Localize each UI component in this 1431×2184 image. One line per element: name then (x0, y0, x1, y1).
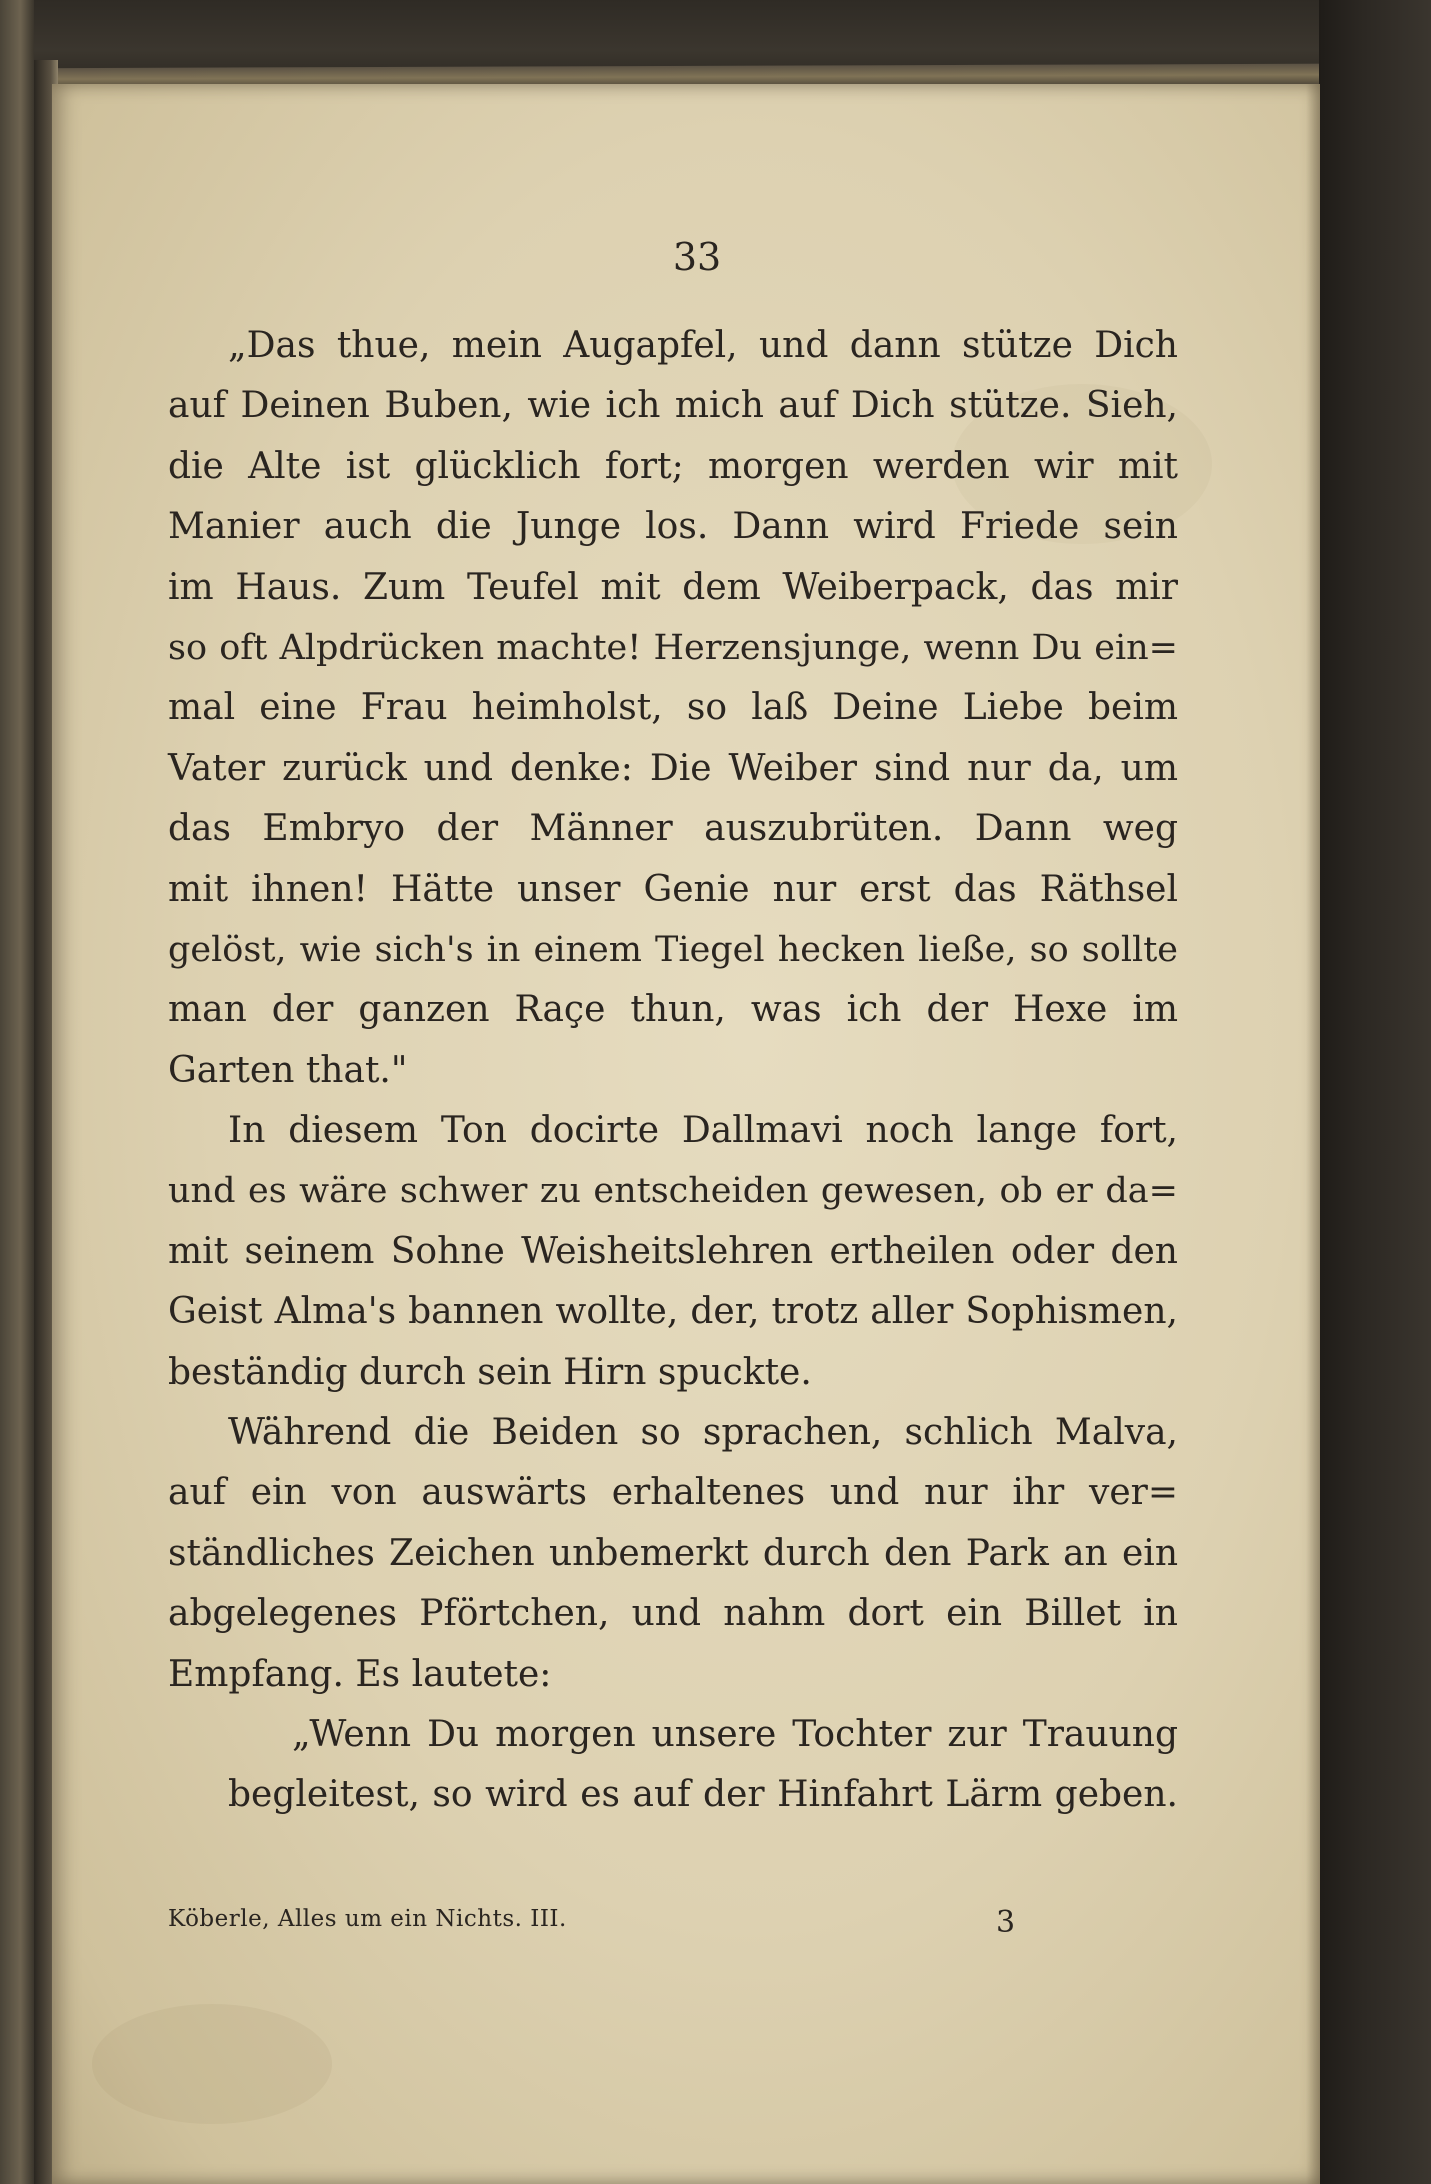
text-line: Geist Alma's bannen wollte, der, trotz aller Sophismen, (168, 1291, 1178, 1333)
text-line: im Haus. Zum Teufel mit dem Weiberpack, das mir (168, 566, 1178, 608)
page-number: 33 (672, 235, 722, 279)
page-footer (168, 1899, 1178, 1939)
text-line: Garten that." (168, 1049, 408, 1091)
body-text (168, 316, 1178, 1826)
text-line: Empfang. Es lautete: (168, 1653, 552, 1695)
text-line: mal eine Frau heimholst, so laß Deine Liebe beim (168, 687, 1178, 729)
text-line: Während die Beiden so sprachen, schlich Malva, (228, 1412, 1178, 1454)
text-line: auf Deinen Buben, wie ich mich auf Dich stütze. Sieh, (168, 385, 1178, 427)
text-line: man der ganzen Raçe thun, was ich der Hexe im (168, 989, 1178, 1031)
book-page (52, 84, 1320, 2184)
signature-mark: 3 (996, 1905, 1016, 1940)
text-line: In diesem Ton docirte Dallmavi noch lange fort, (228, 1110, 1178, 1152)
text-line: und es wäre schwer zu entscheiden gewesen, ob er da= (168, 1171, 1178, 1212)
text-line: ständliches Zeichen unbemerkt durch den Park an ein (168, 1532, 1178, 1574)
printer-signature: Köberle, Alles um ein Nichts. III. (168, 1906, 567, 1932)
text-line: begleitest, so wird es auf der Hinfahrt Lärm geben. (228, 1774, 1178, 1816)
text-line: Vater zurück und denke: Die Weiber sind nur da, um (168, 747, 1178, 789)
page-edge-shadow (1306, 84, 1320, 2184)
text-line: die Alte ist glücklich fort; morgen werden wir mit (168, 445, 1178, 487)
text-line: Manier auch die Junge los. Dann wird Friede sein (168, 506, 1178, 548)
text-line: mit seinem Sohne Weisheitslehren ertheilen oder den (168, 1230, 1178, 1272)
text-line: mit ihnen! Hätte unser Genie nur erst das Räthsel (168, 868, 1178, 910)
text-line: beständig durch sein Hirn spuckte. (168, 1351, 812, 1393)
previous-page-edge (0, 0, 34, 2184)
text-line: „Das thue, mein Augapfel, und dann stütze Dich (228, 325, 1178, 366)
paper-stain (92, 2004, 332, 2124)
text-line: abgelegenes Pförtchen, und nahm dort ein Billet in (168, 1593, 1178, 1635)
text-line: „Wenn Du morgen unsere Tochter zur Trauung (292, 1713, 1178, 1755)
text-line: so oft Alpdrücken machte! Herzensjunge, wenn Du ein= (168, 627, 1178, 668)
text-line: gelöst, wie sich's in einem Tiegel hecken ließe, so sollte (168, 929, 1178, 970)
text-line: auf ein von auswärts erhaltenes und nur ihr ver= (168, 1472, 1178, 1514)
text-line: das Embryo der Männer auszubrüten. Dann weg (168, 808, 1178, 850)
book-cover-right-edge (1319, 0, 1431, 2184)
